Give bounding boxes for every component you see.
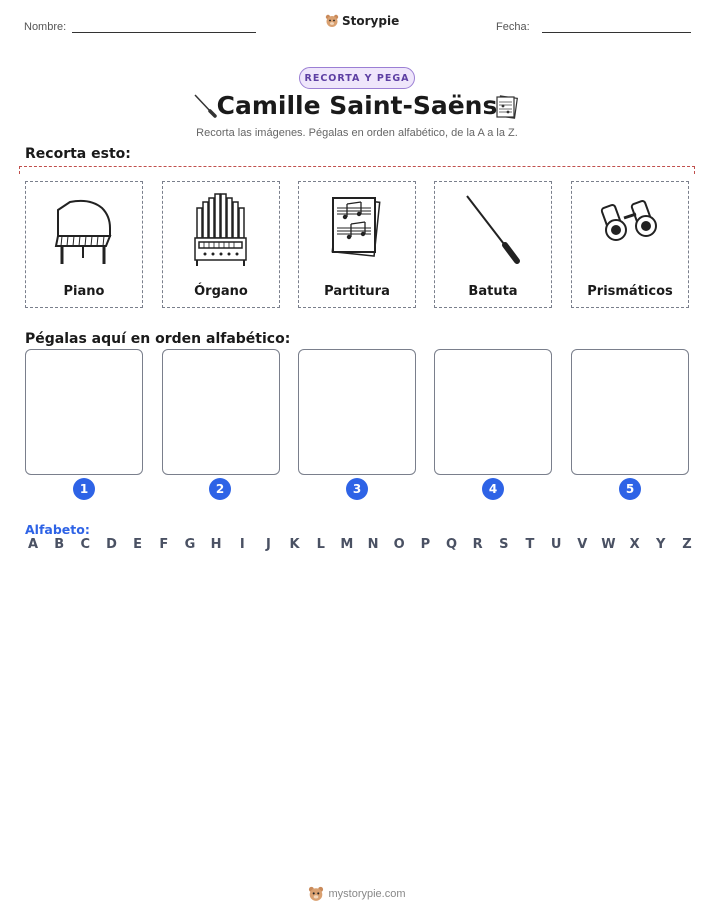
alphabet-letter: C bbox=[80, 537, 91, 552]
footer bbox=[0, 886, 714, 902]
alphabet-letter: A bbox=[27, 537, 39, 552]
card-label-binoculars: Prismáticos bbox=[587, 284, 673, 299]
alphabet-letter: Y bbox=[656, 537, 666, 552]
binoculars-icon bbox=[596, 190, 664, 270]
alphabet-letter: G bbox=[184, 537, 196, 552]
alphabet-letter: B bbox=[54, 537, 65, 552]
date-line[interactable] bbox=[542, 32, 691, 33]
alphabet-letter: D bbox=[106, 537, 117, 552]
paste-slot-3[interactable] bbox=[298, 349, 416, 475]
baton-icon bbox=[459, 190, 527, 270]
alphabet-letter: W bbox=[601, 537, 616, 552]
activity-badge: RECORTA Y PEGA bbox=[299, 67, 415, 89]
alphabet-letter: N bbox=[367, 537, 379, 552]
cut-section-heading: Recorta esto: bbox=[25, 146, 131, 162]
paste-slot-5[interactable] bbox=[571, 349, 689, 475]
cut-card-piano[interactable] bbox=[25, 181, 143, 308]
alphabet-letter: Z bbox=[682, 537, 692, 552]
card-label-organ: Órgano bbox=[194, 284, 248, 299]
alphabet-letter: Q bbox=[445, 537, 458, 552]
alphabet-letter: R bbox=[472, 537, 483, 552]
brand-logo bbox=[325, 14, 399, 28]
paste-slot-1[interactable] bbox=[25, 349, 143, 475]
alphabet-letter: T bbox=[525, 537, 535, 552]
alphabet-letter: O bbox=[393, 537, 405, 552]
alphabet-letter: H bbox=[210, 537, 222, 552]
name-label: Nombre: bbox=[24, 21, 67, 33]
cut-line bbox=[19, 166, 695, 174]
alphabet-letter: F bbox=[159, 537, 169, 552]
alphabet-letter: L bbox=[316, 537, 325, 552]
date-label: Fecha: bbox=[496, 21, 530, 33]
name-line[interactable] bbox=[72, 32, 256, 33]
alphabet-letter: E bbox=[133, 537, 143, 552]
cut-card-organ[interactable] bbox=[162, 181, 280, 308]
alphabet-row bbox=[25, 537, 695, 552]
instructions: Recorta las imágenes. Pégalas en orden alfabético, de la A a la Z. bbox=[196, 127, 518, 139]
alphabet-letter: S bbox=[499, 537, 509, 552]
paste-slot-4[interactable] bbox=[434, 349, 552, 475]
card-label-baton: Batuta bbox=[468, 284, 518, 299]
bear-mascot-icon bbox=[325, 14, 339, 28]
pipe-organ-icon bbox=[187, 190, 255, 270]
brand-name: Storypie bbox=[342, 14, 400, 28]
slot-number-4: 4 bbox=[482, 478, 504, 500]
slot-number-5: 5 bbox=[619, 478, 641, 500]
cut-card-baton[interactable] bbox=[434, 181, 552, 308]
sheet-music-icon bbox=[494, 94, 520, 120]
card-label-piano: Piano bbox=[63, 284, 105, 299]
cut-card-binoculars[interactable] bbox=[571, 181, 689, 308]
paste-section-heading: Pégalas aquí en orden alfabético: bbox=[25, 331, 291, 347]
alphabet-label: Alfabeto: bbox=[25, 522, 90, 537]
footer-url[interactable]: mystorypie.com bbox=[328, 888, 406, 900]
alphabet-letter: P bbox=[420, 537, 431, 552]
bear-mascot-icon bbox=[308, 886, 324, 902]
cut-card-sheet-music[interactable] bbox=[298, 181, 416, 308]
slot-number-3: 3 bbox=[346, 478, 368, 500]
paste-slot-2[interactable] bbox=[162, 349, 280, 475]
grand-piano-icon bbox=[50, 190, 118, 270]
alphabet-letter: M bbox=[340, 537, 354, 552]
alphabet-letter: V bbox=[577, 537, 588, 552]
sheet-music-icon bbox=[323, 190, 391, 270]
slot-number-2: 2 bbox=[209, 478, 231, 500]
alphabet-letter: K bbox=[289, 537, 300, 552]
alphabet-letter: U bbox=[550, 537, 562, 552]
alphabet-letter: X bbox=[629, 537, 640, 552]
alphabet-letter: J bbox=[265, 537, 271, 552]
card-label-sheet-music: Partitura bbox=[324, 284, 390, 299]
page-title: Camille Saint-Saëns bbox=[216, 91, 498, 120]
slot-number-1: 1 bbox=[73, 478, 95, 500]
alphabet-letter: I bbox=[239, 537, 245, 552]
